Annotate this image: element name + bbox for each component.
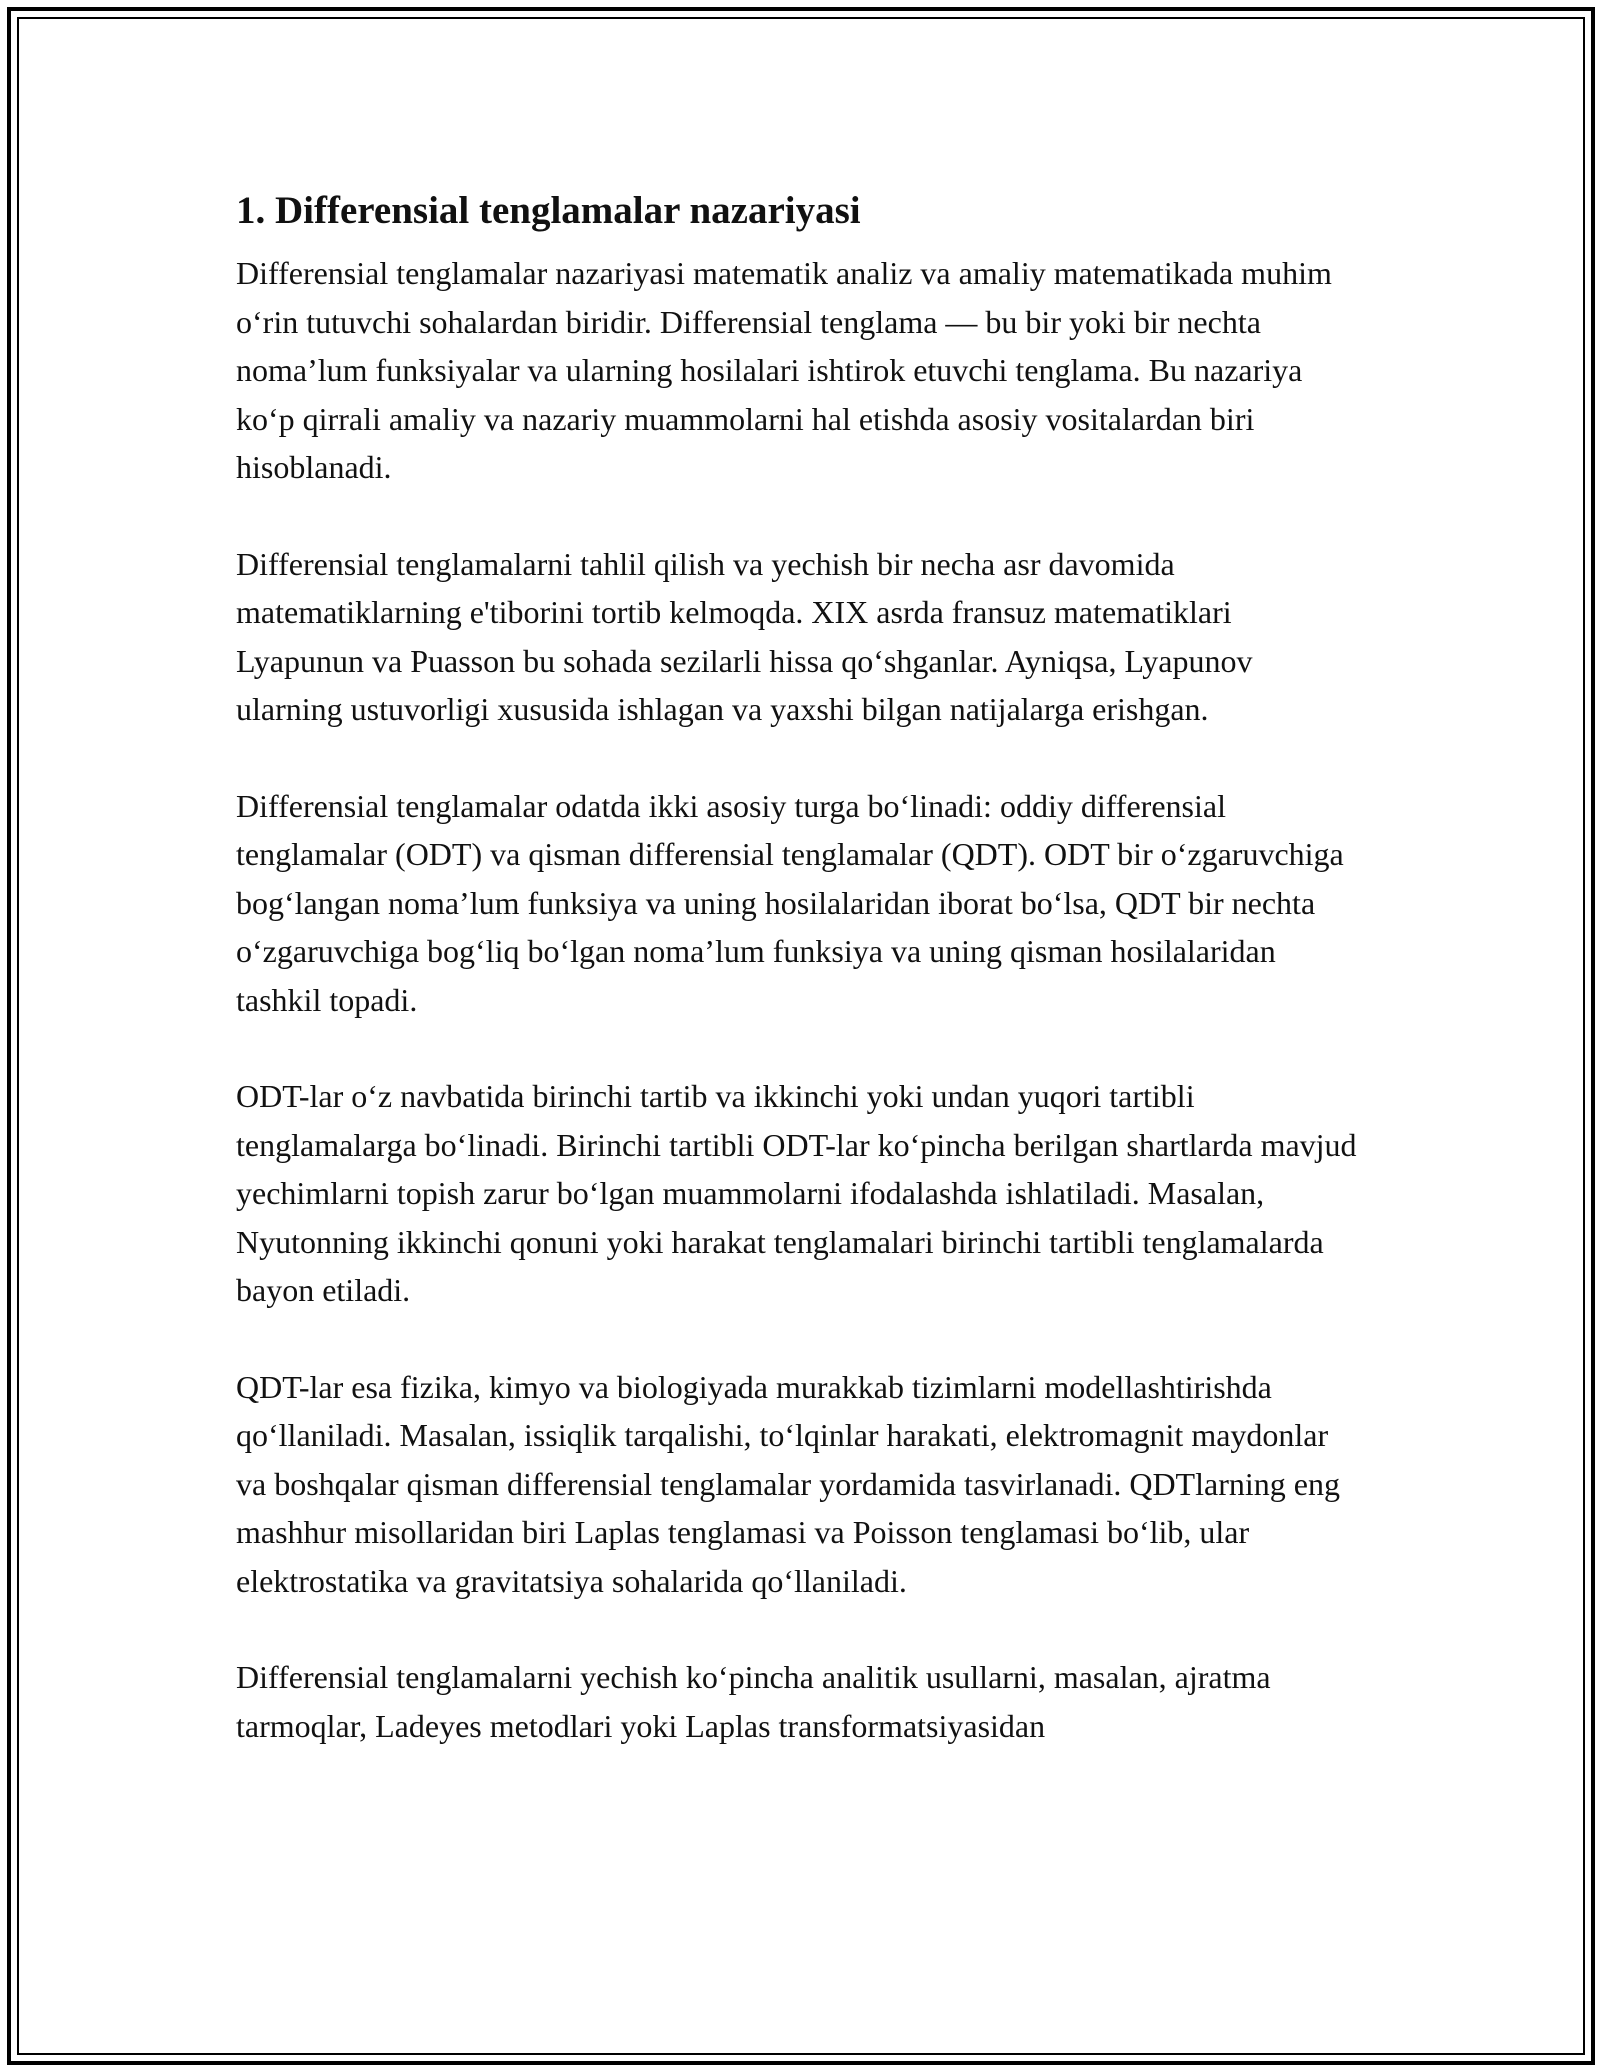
paragraph-introduction: Differensial tenglamalar nazariyasi matematik analiz va amaliy matematikada muhim oʻrin tutuvchi sohalardan biridir. Differensial tenglama — bu bir yoki bir nechta nomaʼlum funksiyalar va ularning hosilalari ishtirok etuvchi tenglama. Bu nazariya koʻp qirrali amaliy va nazariy muammolarni hal etishda asosiy vositalardan biri hisoblanadi. xyxy=(236,255,1332,485)
paragraph-solution-methods: Differensial tenglamalarni yechish koʻpincha analitik usullarni, masalan, ajratma tarmoqlar, Ladeyes metodlari yoki Laplas transformatsiyasidan xyxy=(236,1659,1271,1744)
section-heading: 1. Differensial tenglamalar nazariyasi xyxy=(236,189,861,232)
paragraph-types: Differensial tenglamalar odatda ikki asosiy turga boʻlinadi: oddiy differensial tenglamalar (ODT) va qisman differensial tenglamalar (QDT). ODT bir oʻzgaruvchiga bogʻlangan nomaʼlum funksiya va uning hosilalaridan iborat boʻlsa, QDT bir nechta oʻzgaruvchiga bogʻliq boʻlgan nomaʼlum funksiya va uning qisman hosilalaridan tashkil topadi. xyxy=(236,787,1344,1018)
paragraph-pde-applications: QDT-lar esa fizika, kimyo va biologiyada murakkab tizimlarni modellashtirishda qoʻllaniladi. Masalan, issiqlik tarqalishi, toʻlqinlar harakati, elektromagnit maydonlar va boshqalar qisman differensial tenglamalar yordamida tasvirlanadi. QDTlarning eng mashhur misollaridan biri Laplas tenglamasi va Poisson tenglamasi boʻlib, ular elektrostatika va gravitatsiya sohalarida qoʻllaniladi. xyxy=(236,1368,1340,1599)
paragraph-history: Differensial tenglamalarni tahlil qilish va yechish bir necha asr davomida matematiklarning e'tiborini tortib kelmoqda. XIX asrda fransuz matematiklari Lyapunun va Puasson bu sohada sezilarli hissa qoʻshganlar. Ayniqsa, Lyapunov ularning ustuvorligi xususida ishlagan va yaxshi bilgan natijalarga erishgan. xyxy=(236,545,1253,727)
paragraph-ode-order: ODT-lar oʻz navbatida birinchi tartib va ikkinchi yoki undan yuqori tartibli tenglamalarga boʻlinadi. Birinchi tartibli ODT-lar koʻpincha berilgan shartlarda mavjud yechimlarni topish zarur boʻlgan muammolarni ifodalashda ishlatiladi. Masalan, Nyutonning ikkinchi qonuni yoki harakat tenglamalari birinchi tartibli tenglamalarda bayon etiladi. xyxy=(236,1078,1357,1308)
document-body xyxy=(236,186,1366,1798)
